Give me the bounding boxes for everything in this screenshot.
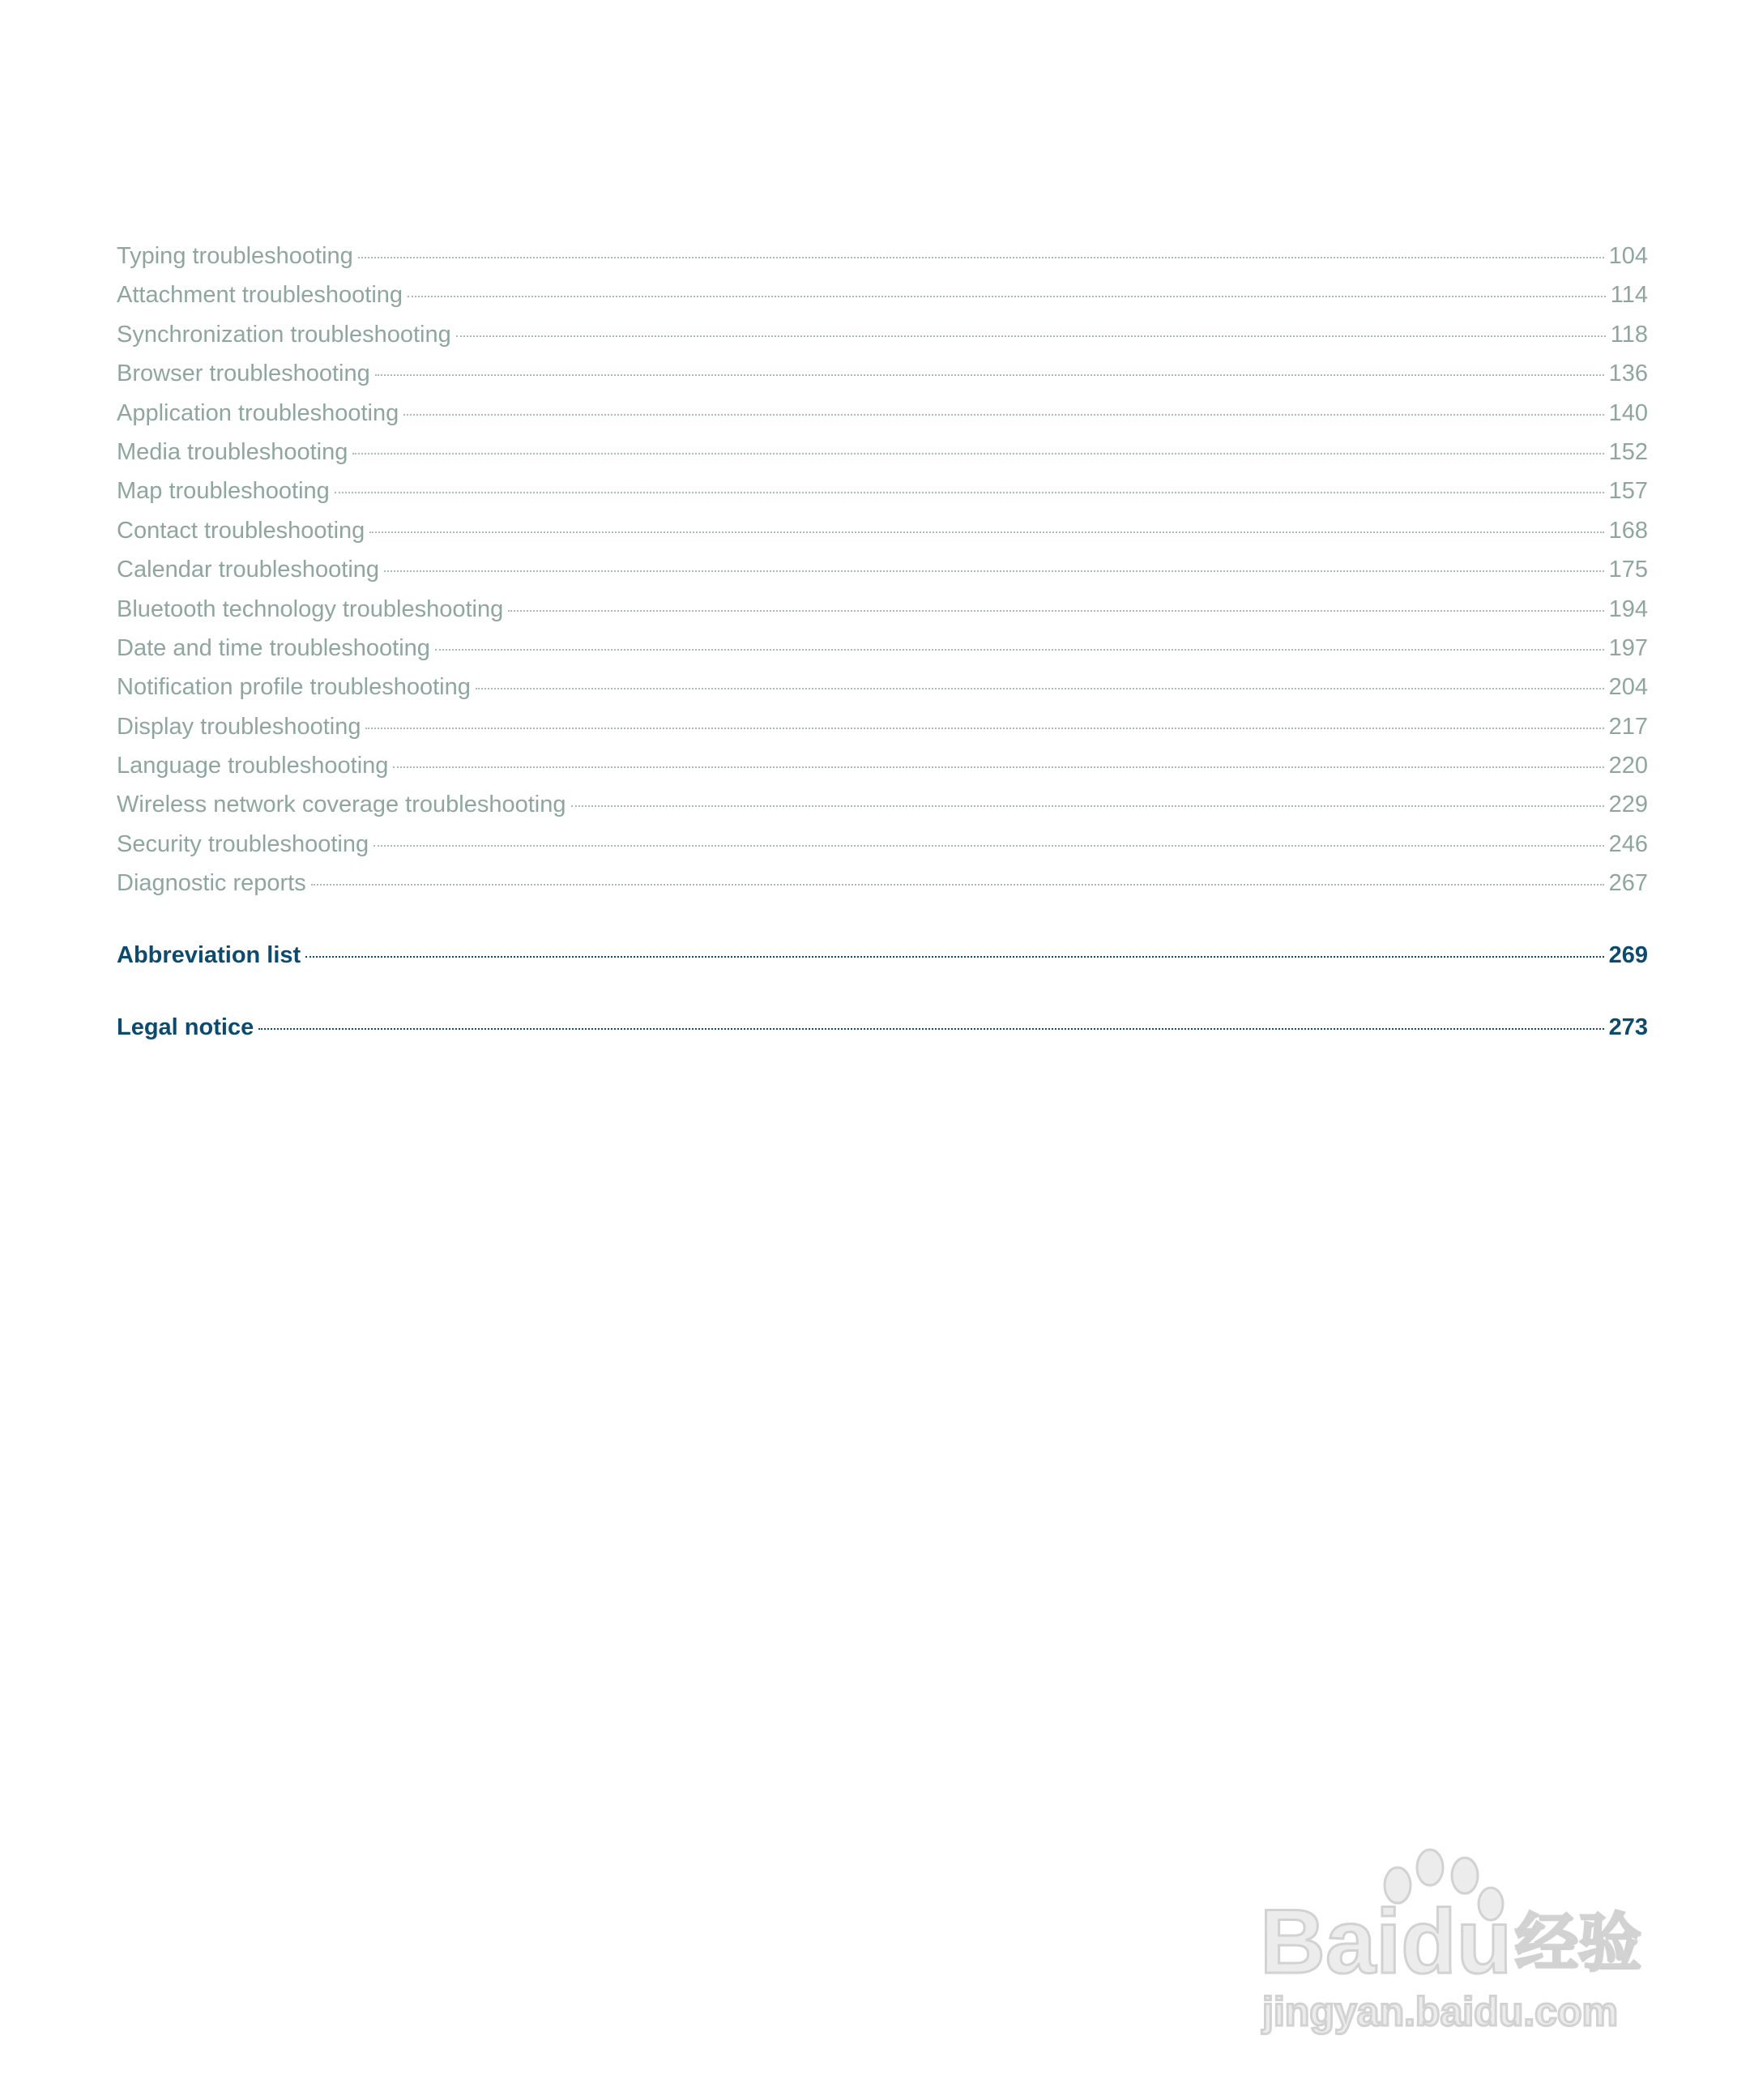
toc-entry[interactable] bbox=[117, 439, 1648, 478]
toc-entry-label: Notification profile troubleshooting bbox=[117, 674, 471, 701]
toc-entry[interactable] bbox=[117, 831, 1648, 870]
toc-entry[interactable] bbox=[117, 243, 1648, 282]
toc-major-entry-abbreviation-list[interactable] bbox=[117, 942, 1648, 981]
toc-entry-label: Display troubleshooting bbox=[117, 713, 361, 740]
toc-entry-label: Application troubleshooting bbox=[117, 399, 399, 426]
toc-entry-label: Media troubleshooting bbox=[117, 438, 348, 465]
toc-entry-page: 217 bbox=[1608, 713, 1648, 740]
dot-leader bbox=[403, 414, 1603, 416]
toc-entry-label: Calendar troubleshooting bbox=[117, 557, 380, 583]
toc-entry-label: Browser troubleshooting bbox=[117, 361, 370, 387]
table-of-contents bbox=[117, 243, 1648, 1053]
dot-leader bbox=[258, 1028, 1603, 1030]
paw-toe-icon bbox=[1452, 1858, 1478, 1893]
watermark-url: jingyan.baidu.com bbox=[1262, 1989, 1618, 2034]
dot-leader bbox=[393, 766, 1603, 768]
toc-entry[interactable] bbox=[117, 635, 1648, 674]
toc-entry[interactable] bbox=[117, 361, 1648, 399]
toc-entry-page: 246 bbox=[1608, 830, 1648, 857]
toc-entry-label: Wireless network coverage troubleshooting bbox=[117, 792, 566, 818]
toc-entry[interactable] bbox=[117, 596, 1648, 635]
toc-entry-page: 194 bbox=[1608, 595, 1648, 622]
toc-entry-page: 273 bbox=[1608, 1014, 1648, 1040]
toc-entry[interactable] bbox=[117, 518, 1648, 557]
dot-leader bbox=[365, 728, 1603, 729]
dot-leader bbox=[373, 845, 1603, 847]
toc-entry-label: Contact troubleshooting bbox=[117, 517, 365, 544]
dot-leader bbox=[352, 453, 1603, 455]
toc-entry-page: 104 bbox=[1608, 243, 1648, 269]
toc-entry[interactable] bbox=[117, 792, 1648, 830]
toc-entry-label: Security troubleshooting bbox=[117, 830, 369, 857]
toc-entry-page: 175 bbox=[1608, 557, 1648, 583]
toc-entry[interactable] bbox=[117, 322, 1648, 361]
toc-major-entry-legal-notice[interactable] bbox=[117, 1014, 1648, 1053]
watermark-brand-cn: 经验 bbox=[1515, 1907, 1642, 1980]
toc-entry-label: Attachment troubleshooting bbox=[117, 282, 403, 309]
toc-entry[interactable] bbox=[117, 870, 1648, 909]
dot-leader bbox=[435, 649, 1604, 651]
toc-entry-label: Synchronization troubleshooting bbox=[117, 321, 451, 348]
dot-leader bbox=[408, 296, 1606, 297]
toc-entry-label: Typing troubleshooting bbox=[117, 243, 353, 269]
toc-entry[interactable] bbox=[117, 557, 1648, 595]
toc-entries bbox=[117, 243, 1648, 910]
toc-entry-page: 118 bbox=[1610, 321, 1648, 348]
dot-leader bbox=[384, 570, 1604, 572]
toc-entry[interactable] bbox=[117, 674, 1648, 713]
toc-entry-label: Language troubleshooting bbox=[117, 753, 389, 779]
toc-entry-label: Abbreviation list bbox=[117, 941, 301, 968]
toc-entry-page: 197 bbox=[1608, 634, 1648, 661]
toc-entry-page: 152 bbox=[1608, 438, 1648, 465]
toc-entry-page: 269 bbox=[1608, 941, 1648, 968]
dot-leader bbox=[335, 492, 1604, 493]
paw-toe-icon bbox=[1417, 1850, 1443, 1885]
toc-entry-label: Legal notice bbox=[117, 1014, 254, 1040]
dot-leader bbox=[369, 531, 1603, 533]
dot-leader bbox=[311, 884, 1604, 886]
dot-leader bbox=[456, 335, 1606, 337]
toc-entry-label: Bluetooth technology troubleshooting bbox=[117, 595, 504, 622]
toc-entry[interactable] bbox=[117, 753, 1648, 792]
toc-entry[interactable] bbox=[117, 400, 1648, 439]
toc-entry-page: 204 bbox=[1608, 674, 1648, 701]
toc-entry-page: 220 bbox=[1608, 753, 1648, 779]
toc-entry-page: 114 bbox=[1610, 282, 1648, 309]
toc-entry-page: 267 bbox=[1608, 870, 1648, 897]
toc-entry-page: 168 bbox=[1608, 517, 1648, 544]
toc-entry-label: Date and time troubleshooting bbox=[117, 634, 430, 661]
toc-entry[interactable] bbox=[117, 714, 1648, 753]
toc-entry-page: 140 bbox=[1608, 399, 1648, 426]
dot-leader bbox=[358, 257, 1604, 258]
toc-entry[interactable] bbox=[117, 478, 1648, 517]
toc-entry-page: 229 bbox=[1608, 792, 1648, 818]
watermark-brand-text: Baidu bbox=[1260, 1891, 1513, 1992]
dot-leader bbox=[508, 610, 1603, 612]
toc-entry-page: 136 bbox=[1608, 361, 1648, 387]
dot-leader bbox=[305, 956, 1603, 958]
dot-leader bbox=[571, 805, 1604, 807]
dot-leader bbox=[375, 374, 1604, 376]
dot-leader bbox=[476, 688, 1604, 689]
toc-entry[interactable] bbox=[117, 282, 1648, 321]
baidu-jingyan-watermark bbox=[1248, 1843, 1669, 2046]
toc-entry-label: Diagnostic reports bbox=[117, 870, 306, 897]
toc-entry-label: Map troubleshooting bbox=[117, 478, 330, 505]
toc-entry-page: 157 bbox=[1608, 478, 1648, 505]
